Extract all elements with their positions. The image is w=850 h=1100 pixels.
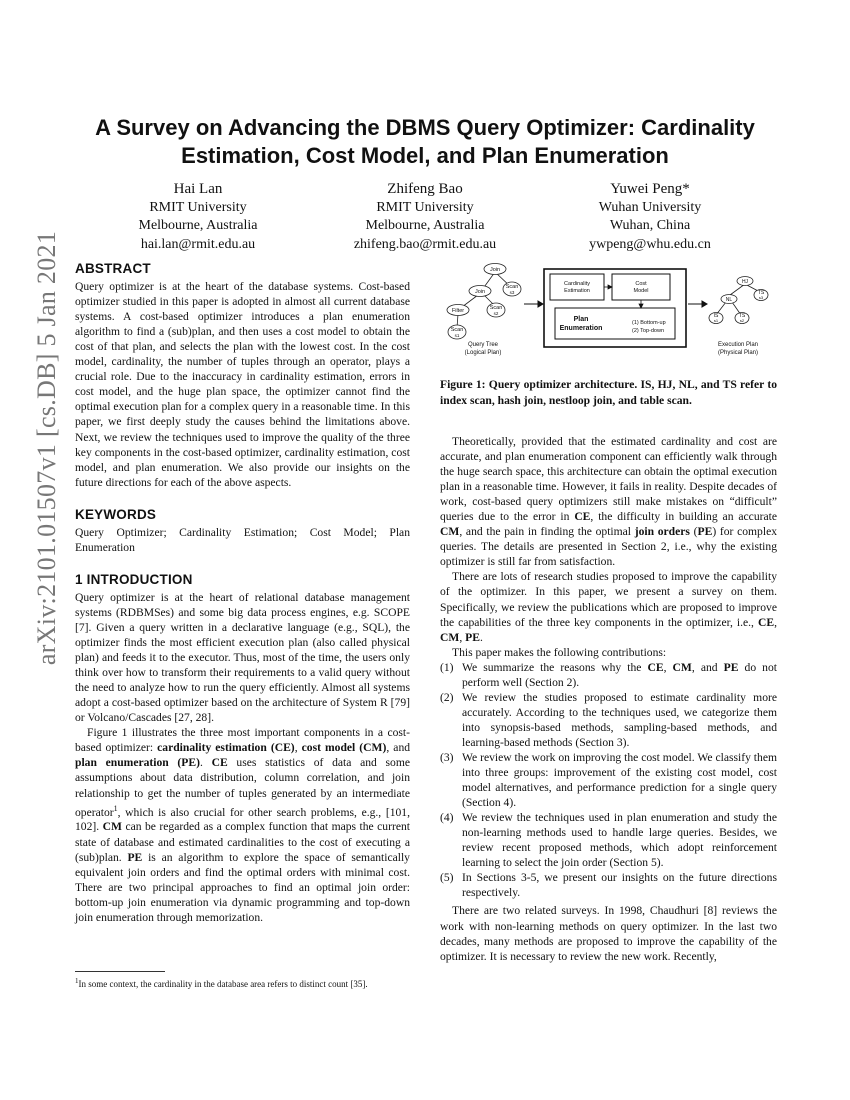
intro-paragraph-2: Figure 1 illustrates the three most important components in a cost-based optimizer: cardinality estimation (CE), cost model (CM), and plan enumeration (PE). CE uses statistics of data and some assumptions about data distribution, column correlation, and join relationship to get the number of tuples generated by an intermediate operator$^1$, which is also crucial for other search problems, e.g., [101, 102]. CM can be regarded as a complex function that maps the current state of database and estimated cardinalities to the cost of executing a (sub)plan. PE is an algorithm to explore the space of semantically equivalent join orders and find the optimal orders with minimal cost. There are two principal approaches to find an optimal join order: bottom-up join enumeration via dynamic programming and top-down join enumeration through memorization. xyxy=(75,726,411,924)
ep-node-hj: HJ xyxy=(741,279,749,285)
paper-title xyxy=(60,114,790,170)
svg-text:s1: s1 xyxy=(454,333,460,338)
author-block-3 xyxy=(540,180,760,254)
qt-node-join: Join xyxy=(474,289,486,295)
author-location: Melbourne, Australia xyxy=(365,218,485,233)
contributions-list xyxy=(440,660,777,901)
footnote-rule xyxy=(75,971,165,972)
author-name: Yuwei Peng* xyxy=(610,181,690,197)
ep-label-line1: Execution Plan xyxy=(717,342,759,348)
ep-node-nl: NL xyxy=(725,297,733,303)
keywords-heading: KEYWORDS xyxy=(75,506,157,522)
svg-text:s3: s3 xyxy=(758,295,764,300)
arxiv-identifier: arXiv:2101.01507v1 [cs.DB] 5 Jan 2021 xyxy=(32,230,61,666)
keywords-text: Query Optimizer; Cardinality Estimation; Cost Model; Plan Enumeration xyxy=(75,525,410,554)
qt-label-line2: (Logical Plan) xyxy=(464,350,502,356)
author-block-2 xyxy=(315,180,535,254)
title-line-1: A Survey on Advancing the DBMS Query Optimizer: Cardinality xyxy=(95,115,755,140)
pe-label-line2: Enumeration xyxy=(559,325,603,332)
qt-node-scan-1: Scan xyxy=(450,327,464,333)
svg-text:s1: s1 xyxy=(713,318,719,323)
author-name: Hai Lan xyxy=(173,181,223,197)
ep-node-is: IS xyxy=(713,313,719,319)
ep-node-ts-3: TS xyxy=(757,290,765,296)
intro-paragraph-1: Query optimizer is at the heart of relational database management systems (RDBMSes) and some big data process engines, e.g. SCOPE [7]. Given a query written in a declarative language (e.g., SQL), the optimizer finds the most efficient execution plan (also called physical plan) and feeds it to the executor. Thus, most of the time, the users only think over how to transform their requirements to a valid query without the need to analyze how to run the query efficiently. Almost all systems adopt a cost-based optimizer based on the architecture of System R [79] or Volcano/Cascades [27, 28]. xyxy=(75,590,410,725)
pe-option-1: (1) Bottom-up xyxy=(632,320,666,326)
author-location: Wuhan, China xyxy=(609,218,691,233)
footnote: $^1$In some context, the cardinality in the database area refers to distinct count [35]. xyxy=(75,977,368,989)
ep-label-line2: (Physical Plan) xyxy=(717,350,759,356)
cm-label-line2: Model xyxy=(633,288,649,294)
abstract-heading: ABSTRACT xyxy=(75,261,151,276)
ce-label-line1: Cardinality xyxy=(564,281,590,287)
svg-text:s2: s2 xyxy=(493,311,499,316)
cm-box xyxy=(612,274,670,300)
ce-box xyxy=(550,274,604,300)
qt-node-scan-2: Scan xyxy=(489,305,503,311)
ce-label-line2: Estimation xyxy=(564,288,590,294)
author-affiliation: RMIT University xyxy=(149,199,247,215)
qt-node-join-root: Join xyxy=(489,267,501,273)
author-name: Zhifeng Bao xyxy=(387,181,463,197)
pe-label-line1: Plan xyxy=(573,316,589,323)
figure-1-caption: Figure 1: Query optimizer architecture. IS, HJ, NL, and TS refer to index scan, hash join, nestloop join, and table scan. xyxy=(440,378,777,407)
author-email: hai.lan@rmit.edu.au xyxy=(140,236,256,252)
svg-text:s3: s3 xyxy=(509,290,515,295)
list-item: (5) In Sections 3-5, we present our insights on the future directions respectively. xyxy=(440,871,777,900)
intro-heading: 1 INTRODUCTION xyxy=(75,571,193,587)
right-paragraph-2: There are lots of research studies proposed to improve the capability of the optimizer. In this paper, we present a survey on them. Specifically, we review the publications which are proposed to improve the capabilities of the three key components in the optimizer, i.e., CE, CM, PE. xyxy=(440,570,777,644)
right-paragraph-1: Theoretically, provided that the estimated cardinality and cost are accurate, and plan enumeration component can efficiently walk through the huge search space, this architecture can obtain the optimal execution plan in a reasonable time. However, it fails in reality. Despite decades of work, cost-based query optimizers still make mistakes on “difficult” queries due to the error in CE, the difficulty in building an accurate CM, and the pain in finding the optimal join orders (PE) for complex queries. The details are presented in Section 2, i.e., why the existing optimizer is still far from satisfaction. xyxy=(440,435,778,569)
list-item: (2) We review the studies proposed to estimate cardinality more accurately. According to the techniques used, we categorize them into synopsis-based methods, sampling-based methods, and learning-based methods (Section 3). xyxy=(440,690,777,749)
figure-1-diagram xyxy=(440,262,780,362)
pe-option-2: (2) Top-down xyxy=(632,328,664,334)
title-line-2: Estimation, Cost Model, and Plan Enumeration xyxy=(181,143,669,168)
author-affiliation: Wuhan University xyxy=(598,199,702,215)
author-block-1 xyxy=(88,180,308,254)
qt-node-filter: Filter xyxy=(451,308,465,314)
contributions-intro: This paper makes the following contributions: xyxy=(452,645,667,659)
abstract-text: Query optimizer is at the heart of the database systems. Cost-based optimizer studied in this paper is adopted in almost all current database systems. A cost-based optimizer introduces a plan enumeration algorithm to find a (sub)plan, and then uses a cost model to obtain the cost of that plan, and selects the plan with the lowest cost. In the cost model, cardinality, the number of tuples through an operator, plays a crucial role. Due to the inaccuracy in cardinality estimation, errors in cost model, and the huge plan space, the optimizer cannot find the optimal execution plan for a complex query in a reasonable time. In this paper, we first deeply study the causes behind the limitations above. Next, we review the techniques used to improve the quality of the three key components in the cost-based optimizer, cardinality estimation, cost model, and plan enumeration. We also provide our insights on the future directions for each of the above aspects. xyxy=(75,280,410,489)
qt-label-line1: Query Tree xyxy=(467,342,499,348)
cm-label-line1: Cost xyxy=(635,281,647,287)
author-email: ywpeng@whu.edu.cn xyxy=(589,236,711,252)
left-column xyxy=(75,261,410,925)
right-column xyxy=(440,434,777,964)
author-email: zhifeng.bao@rmit.edu.au xyxy=(353,236,497,252)
svg-text:s2: s2 xyxy=(739,318,745,323)
qt-node-scan-3: Scan xyxy=(505,284,519,290)
author-affiliation: RMIT University xyxy=(376,199,474,215)
right-paragraph-3: There are two related surveys. In 1998, Chaudhuri [8] reviews the work with non-learning methods on query optimizer. In the last two decades, many methods are proposed to improve the capability of the optimizer. It is necessary to review the new work. Recently, xyxy=(440,904,777,963)
ep-node-ts-2: TS xyxy=(738,313,746,319)
list-item: (1) We summarize the reasons why the CE, CM, and PE do not perform well (Section 2). xyxy=(440,660,778,689)
author-location: Melbourne, Australia xyxy=(138,218,258,233)
list-item: (4) We review the techniques used in plan enumeration and study the non-learning methods used to handle large queries. Besides, we review recent proposed methods, which adopt reinforcement learning to select the join order (Section 5). xyxy=(440,811,777,870)
list-item: (3) We review the work on improving the cost model. We classify them into three groups: improvement of the existing cost model, cost model alternatives, and performance prediction for a single query (Section 4). xyxy=(440,750,777,810)
